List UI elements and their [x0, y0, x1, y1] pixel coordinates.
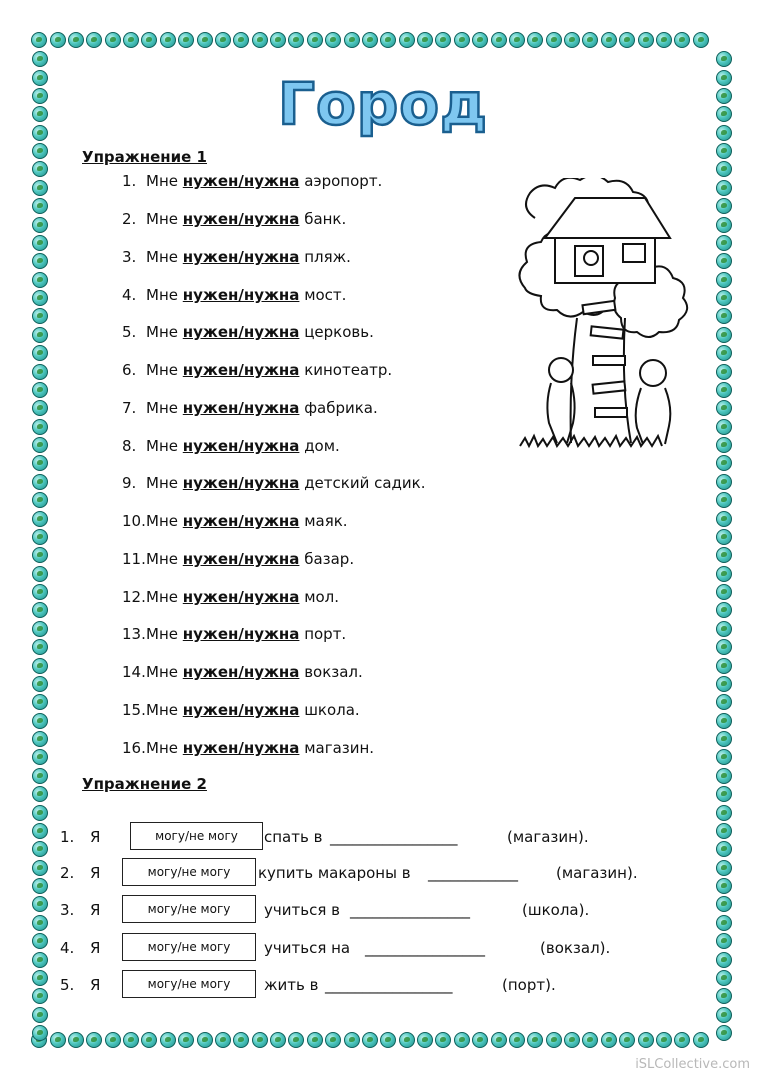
globe-bead-icon [435, 1032, 451, 1048]
answer-choice-box[interactable]: могу/не могу [122, 970, 256, 998]
globe-bead-icon [693, 32, 709, 48]
globe-bead-icon [32, 529, 48, 545]
globe-bead-icon [32, 584, 48, 600]
globe-bead-icon [716, 51, 732, 67]
item-subject: Я [90, 864, 101, 882]
globe-bead-icon [32, 272, 48, 288]
globe-bead-icon [307, 1032, 323, 1048]
answer-choice-box[interactable]: могу/не могу [130, 822, 263, 850]
item-number: 15. [122, 701, 146, 719]
item-number: 1. [60, 828, 75, 846]
keyword-choice: нужен/нужна [182, 512, 300, 530]
globe-bead-icon [32, 713, 48, 729]
exercise2-item [60, 970, 700, 1000]
item-prefix: Мне [146, 625, 178, 643]
globe-bead-icon [601, 1032, 617, 1048]
globe-bead-icon [32, 492, 48, 508]
globe-bead-icon [638, 1032, 654, 1048]
globe-bead-icon [582, 32, 598, 48]
globe-bead-icon [32, 217, 48, 233]
answer-choice-box[interactable]: могу/не могу [122, 933, 256, 961]
globe-bead-icon [716, 896, 732, 912]
item-verb: жить в [264, 976, 319, 994]
globe-bead-icon [716, 860, 732, 876]
exercise1-item [122, 323, 374, 341]
globe-bead-icon [307, 32, 323, 48]
globe-bead-icon [50, 32, 66, 48]
globe-bead-icon [32, 786, 48, 802]
item-word: банк. [304, 210, 347, 228]
globe-bead-icon [32, 639, 48, 655]
globe-bead-icon [197, 1032, 213, 1048]
item-number: 16. [122, 739, 146, 757]
globe-bead-icon [141, 1032, 157, 1048]
globe-bead-icon [716, 823, 732, 839]
globe-bead-icon [716, 308, 732, 324]
globe-bead-icon [716, 749, 732, 765]
item-word: мост. [304, 286, 347, 304]
globe-bead-icon [716, 988, 732, 1004]
globe-bead-icon [32, 749, 48, 765]
exercise2-heading: Упражнение 2 [82, 775, 207, 793]
exercise2-item [60, 933, 700, 963]
item-prefix: Мне [146, 399, 178, 417]
exercise1-item [122, 701, 360, 719]
globe-bead-icon [32, 933, 48, 949]
globe-bead-icon [716, 878, 732, 894]
globe-bead-icon [178, 1032, 194, 1048]
exercise2-item [60, 895, 700, 925]
keyword-choice: нужен/нужна [182, 210, 300, 228]
item-word: аэропорт. [304, 172, 383, 190]
globe-bead-icon [716, 217, 732, 233]
item-word: школа. [304, 701, 360, 719]
globe-bead-icon [619, 32, 635, 48]
item-number: 8. [122, 437, 137, 455]
globe-bead-icon [716, 952, 732, 968]
globe-bead-icon [32, 1025, 48, 1041]
watermark: iSLCollective.com [635, 1057, 750, 1072]
item-number: 13. [122, 625, 146, 643]
globe-bead-icon [32, 253, 48, 269]
globe-bead-icon [380, 1032, 396, 1048]
answer-blank: ____________ [428, 864, 518, 882]
globe-bead-icon [325, 1032, 341, 1048]
globe-bead-icon [716, 602, 732, 618]
answer-blank: ________________ [365, 939, 485, 957]
globe-bead-icon [32, 308, 48, 324]
item-number: 11. [122, 550, 146, 568]
item-prefix: Мне [146, 474, 178, 492]
globe-bead-icon [32, 878, 48, 894]
globe-bead-icon [716, 143, 732, 159]
globe-bead-icon [32, 970, 48, 986]
globe-bead-icon [32, 180, 48, 196]
globe-bead-icon [32, 805, 48, 821]
globe-bead-icon [32, 437, 48, 453]
globe-bead-icon [716, 1025, 732, 1041]
item-verb: спать в [264, 828, 323, 846]
globe-bead-icon [564, 32, 580, 48]
globe-bead-icon [32, 345, 48, 361]
item-word: церковь. [304, 323, 374, 341]
item-number: 5. [60, 976, 75, 994]
exercise2-item [60, 822, 700, 852]
item-word: базар. [304, 550, 355, 568]
globe-bead-icon [546, 1032, 562, 1048]
globe-bead-icon [399, 1032, 415, 1048]
globe-bead-icon [716, 419, 732, 435]
globe-bead-icon [380, 32, 396, 48]
item-subject: Я [90, 901, 101, 919]
item-hint: (порт). [502, 976, 556, 994]
exercise1-item [122, 550, 354, 568]
exercise1-item [122, 474, 425, 492]
keyword-choice: нужен/нужна [182, 399, 300, 417]
globe-bead-icon [716, 658, 732, 674]
item-number: 4. [60, 939, 75, 957]
globe-bead-icon [716, 547, 732, 563]
globe-bead-icon [399, 32, 415, 48]
keyword-choice: нужен/нужна [182, 474, 300, 492]
keyword-choice: нужен/нужна [182, 323, 300, 341]
item-hint: (магазин). [507, 828, 589, 846]
item-word: фабрика. [304, 399, 378, 417]
item-word: пляж. [304, 248, 351, 266]
globe-bead-icon [716, 364, 732, 380]
keyword-choice: нужен/нужна [182, 437, 300, 455]
globe-bead-icon [233, 32, 249, 48]
globe-bead-icon [417, 1032, 433, 1048]
globe-bead-icon [344, 32, 360, 48]
globe-bead-icon [32, 823, 48, 839]
item-word: маяк. [304, 512, 348, 530]
globe-bead-icon [215, 1032, 231, 1048]
globe-bead-icon [716, 327, 732, 343]
globe-bead-icon [417, 32, 433, 48]
globe-bead-icon [123, 32, 139, 48]
globe-bead-icon [716, 437, 732, 453]
keyword-choice: нужен/нужна [182, 550, 300, 568]
keyword-choice: нужен/нужна [182, 172, 300, 190]
globe-bead-icon [215, 32, 231, 48]
globe-bead-icon [32, 419, 48, 435]
globe-bead-icon [32, 51, 48, 67]
border-left [30, 50, 50, 1042]
globe-bead-icon [32, 235, 48, 251]
exercise1-item [122, 739, 374, 757]
item-number: 1. [122, 172, 137, 190]
keyword-choice: нужен/нужна [182, 286, 300, 304]
answer-choice-box[interactable]: могу/не могу [122, 895, 256, 923]
globe-bead-icon [178, 32, 194, 48]
globe-bead-icon [233, 1032, 249, 1048]
border-right [714, 50, 734, 1042]
item-number: 2. [60, 864, 75, 882]
globe-bead-icon [32, 896, 48, 912]
item-number: 3. [60, 901, 75, 919]
globe-bead-icon [716, 400, 732, 416]
globe-bead-icon [32, 1007, 48, 1023]
globe-bead-icon [716, 915, 732, 931]
keyword-choice: нужен/нужна [182, 588, 300, 606]
exercise1-item [122, 361, 392, 379]
border-top [30, 30, 710, 50]
item-verb: учиться на [264, 939, 351, 957]
exercise1-item [122, 588, 339, 606]
keyword-choice: нужен/нужна [182, 701, 300, 719]
item-number: 6. [122, 361, 137, 379]
globe-bead-icon [638, 32, 654, 48]
exercise1-item [122, 512, 348, 530]
globe-bead-icon [716, 566, 732, 582]
globe-bead-icon [32, 676, 48, 692]
globe-bead-icon [435, 32, 451, 48]
item-prefix: Мне [146, 286, 178, 304]
globe-bead-icon [50, 1032, 66, 1048]
item-prefix: Мне [146, 663, 178, 681]
item-word: порт. [304, 625, 347, 643]
item-verb: купить макароны в [258, 864, 411, 882]
item-word: кинотеатр. [304, 361, 393, 379]
globe-bead-icon [716, 639, 732, 655]
item-number: 9. [122, 474, 137, 492]
exercise1-item [122, 625, 346, 643]
globe-bead-icon [454, 1032, 470, 1048]
globe-bead-icon [716, 161, 732, 177]
item-word: магазин. [304, 739, 375, 757]
globe-bead-icon [32, 547, 48, 563]
globe-bead-icon [656, 1032, 672, 1048]
globe-bead-icon [716, 713, 732, 729]
globe-bead-icon [716, 382, 732, 398]
item-hint: (школа). [522, 901, 590, 919]
item-number: 2. [122, 210, 137, 228]
globe-bead-icon [716, 272, 732, 288]
globe-bead-icon [716, 529, 732, 545]
treehouse-illustration [515, 178, 690, 456]
item-prefix: Мне [146, 210, 178, 228]
globe-bead-icon [325, 32, 341, 48]
globe-bead-icon [716, 970, 732, 986]
globe-bead-icon [32, 860, 48, 876]
keyword-choice: нужен/нужна [182, 663, 300, 681]
globe-bead-icon [582, 1032, 598, 1048]
answer-blank: _________________ [325, 976, 453, 994]
globe-bead-icon [32, 161, 48, 177]
globe-bead-icon [716, 694, 732, 710]
globe-bead-icon [123, 1032, 139, 1048]
answer-choice-box[interactable]: могу/не могу [122, 858, 256, 886]
globe-bead-icon [716, 198, 732, 214]
globe-bead-icon [32, 364, 48, 380]
globe-bead-icon [32, 602, 48, 618]
item-prefix: Мне [146, 323, 178, 341]
globe-bead-icon [32, 382, 48, 398]
globe-bead-icon [32, 658, 48, 674]
item-word: мол. [304, 588, 340, 606]
item-word: дом. [304, 437, 340, 455]
exercise1-item [122, 210, 346, 228]
item-prefix: Мне [146, 248, 178, 266]
answer-blank: ________________ [350, 901, 470, 919]
globe-bead-icon [527, 32, 543, 48]
globe-bead-icon [716, 474, 732, 490]
exercise1-item [122, 437, 340, 455]
globe-bead-icon [288, 1032, 304, 1048]
globe-bead-icon [454, 32, 470, 48]
item-prefix: Мне [146, 361, 178, 379]
globe-bead-icon [472, 1032, 488, 1048]
globe-bead-icon [716, 345, 732, 361]
globe-bead-icon [716, 1007, 732, 1023]
globe-bead-icon [619, 1032, 635, 1048]
globe-bead-icon [716, 933, 732, 949]
item-hint: (вокзал). [540, 939, 611, 957]
globe-bead-icon [32, 768, 48, 784]
item-number: 3. [122, 248, 137, 266]
keyword-choice: нужен/нужна [182, 739, 300, 757]
globe-bead-icon [32, 841, 48, 857]
globe-bead-icon [509, 1032, 525, 1048]
globe-bead-icon [716, 511, 732, 527]
globe-bead-icon [270, 32, 286, 48]
item-number: 7. [122, 399, 137, 417]
globe-bead-icon [491, 1032, 507, 1048]
globe-bead-icon [716, 235, 732, 251]
globe-bead-icon [32, 694, 48, 710]
globe-bead-icon [716, 492, 732, 508]
globe-bead-icon [362, 1032, 378, 1048]
globe-bead-icon [716, 841, 732, 857]
item-prefix: Мне [146, 512, 178, 530]
item-verb: учиться в [264, 901, 340, 919]
globe-bead-icon [32, 915, 48, 931]
item-subject: Я [90, 828, 101, 846]
globe-bead-icon [141, 32, 157, 48]
globe-bead-icon [716, 786, 732, 802]
keyword-choice: нужен/нужна [182, 625, 300, 643]
item-subject: Я [90, 976, 101, 994]
globe-bead-icon [716, 621, 732, 637]
item-word: вокзал. [304, 663, 363, 681]
item-subject: Я [90, 939, 101, 957]
globe-bead-icon [68, 32, 84, 48]
globe-bead-icon [656, 32, 672, 48]
globe-bead-icon [32, 290, 48, 306]
globe-bead-icon [32, 566, 48, 582]
globe-bead-icon [160, 1032, 176, 1048]
globe-bead-icon [31, 32, 47, 48]
globe-bead-icon [270, 1032, 286, 1048]
exercise1-item [122, 286, 346, 304]
globe-bead-icon [527, 1032, 543, 1048]
item-prefix: Мне [146, 739, 178, 757]
item-number: 4. [122, 286, 137, 304]
globe-bead-icon [509, 32, 525, 48]
exercise1-item [122, 663, 363, 681]
globe-bead-icon [105, 1032, 121, 1048]
exercise1-heading: Упражнение 1 [82, 148, 207, 166]
page-title: Город [277, 70, 488, 138]
globe-bead-icon [32, 198, 48, 214]
globe-bead-icon [491, 32, 507, 48]
item-hint: (магазин). [556, 864, 638, 882]
exercise1-item [122, 172, 382, 190]
item-prefix: Мне [146, 588, 178, 606]
globe-bead-icon [716, 290, 732, 306]
item-number: 5. [122, 323, 137, 341]
globe-bead-icon [252, 32, 268, 48]
globe-bead-icon [160, 32, 176, 48]
keyword-choice: нужен/нужна [182, 248, 300, 266]
globe-bead-icon [32, 621, 48, 637]
globe-bead-icon [86, 32, 102, 48]
globe-bead-icon [601, 32, 617, 48]
globe-bead-icon [32, 400, 48, 416]
globe-bead-icon [716, 180, 732, 196]
globe-bead-icon [472, 32, 488, 48]
globe-bead-icon [716, 768, 732, 784]
item-prefix: Мне [146, 172, 178, 190]
item-number: 14. [122, 663, 146, 681]
globe-bead-icon [32, 474, 48, 490]
globe-bead-icon [674, 1032, 690, 1048]
globe-bead-icon [252, 1032, 268, 1048]
border-bottom [30, 1030, 710, 1050]
globe-bead-icon [32, 455, 48, 471]
exercise1-item [122, 248, 351, 266]
globe-bead-icon [32, 511, 48, 527]
globe-bead-icon [716, 676, 732, 692]
exercise2-item [60, 858, 700, 888]
globe-bead-icon [344, 1032, 360, 1048]
globe-bead-icon [716, 455, 732, 471]
globe-bead-icon [716, 253, 732, 269]
globe-bead-icon [32, 988, 48, 1004]
exercise1-item [122, 399, 378, 417]
globe-bead-icon [716, 584, 732, 600]
globe-bead-icon [32, 952, 48, 968]
globe-bead-icon [362, 32, 378, 48]
globe-bead-icon [197, 32, 213, 48]
globe-bead-icon [32, 143, 48, 159]
keyword-choice: нужен/нужна [182, 361, 300, 379]
globe-bead-icon [288, 32, 304, 48]
globe-bead-icon [693, 1032, 709, 1048]
globe-bead-icon [86, 1032, 102, 1048]
item-prefix: Мне [146, 701, 178, 719]
globe-bead-icon [105, 32, 121, 48]
globe-bead-icon [32, 327, 48, 343]
globe-bead-icon [68, 1032, 84, 1048]
answer-blank: _________________ [330, 828, 458, 846]
item-word: детский садик. [304, 474, 426, 492]
item-prefix: Мне [146, 437, 178, 455]
globe-bead-icon [32, 731, 48, 747]
item-number: 10. [122, 512, 146, 530]
globe-bead-icon [716, 731, 732, 747]
item-prefix: Мне [146, 550, 178, 568]
globe-bead-icon [546, 32, 562, 48]
item-number: 12. [122, 588, 146, 606]
globe-bead-icon [674, 32, 690, 48]
globe-bead-icon [716, 805, 732, 821]
globe-bead-icon [564, 1032, 580, 1048]
